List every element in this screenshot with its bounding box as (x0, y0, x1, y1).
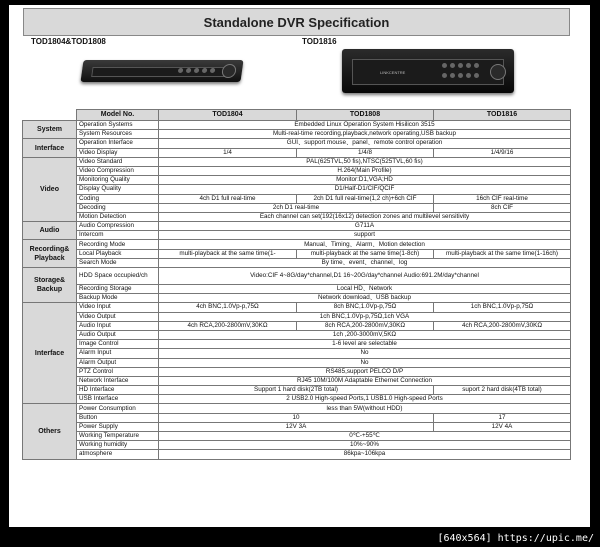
table-row (23, 376, 571, 385)
spec-value-cell: 8ch RCA,200-2800mV,30KΩ (297, 321, 434, 330)
category-cell: System (23, 121, 77, 139)
panel-button-icon (450, 63, 455, 68)
watermark: [640x564] https://upic.me/ (437, 533, 594, 544)
spec-value-cell: 1ch BNC,1.0Vp-p,75Ω,1ch VGA (159, 312, 571, 321)
category-cell: Interface (23, 303, 77, 404)
panel-button-icon (458, 63, 463, 68)
table-row (23, 249, 571, 258)
spec-value-cell: Support 1 hard disk(2TB total) (159, 386, 434, 395)
table-row (23, 258, 571, 267)
table-row (23, 441, 571, 450)
jog-dial-icon (490, 64, 506, 80)
table-row (23, 148, 571, 157)
spec-value-cell: 86kpa~106kpa (159, 450, 571, 459)
spec-value-cell: 2ch D1 full real-time(1,2 ch)+6ch CIF (297, 194, 434, 203)
spec-value-cell: 1ch ,200-3000mV,5KΩ (159, 330, 571, 339)
spec-item-cell: Button (77, 413, 159, 422)
spec-value-cell: No (159, 358, 571, 367)
spec-item-cell: System Resources (77, 130, 159, 139)
table-row (23, 157, 571, 166)
spec-value-cell: suport 2 hard disk(4TB total) (434, 386, 571, 395)
spec-item-cell: Alarm Output (77, 358, 159, 367)
table-row (23, 176, 571, 185)
spec-item-cell: Power Supply (77, 422, 159, 431)
spec-item-cell: Network Interface (77, 376, 159, 385)
spec-item-cell: Operation Interface (77, 139, 159, 148)
header-tod1816: TOD1816 (434, 110, 571, 121)
spec-item-cell: Monitoring Quality (77, 176, 159, 185)
spec-value-cell: 12V 3A (159, 422, 434, 431)
spec-table (22, 109, 571, 460)
spec-value-cell: G711A (159, 222, 571, 231)
spec-item-cell: Backup Mode (77, 294, 159, 303)
spec-value-cell: 16ch CIF real-time (434, 194, 571, 203)
spec-item-cell: Audio Compression (77, 222, 159, 231)
table-row (23, 450, 571, 459)
spec-item-cell: Local Playback (77, 249, 159, 258)
header-corner (23, 110, 77, 121)
table-row (23, 285, 571, 294)
dvr-device-image-small (80, 60, 243, 82)
spec-item-cell: Alarm Input (77, 349, 159, 358)
table-row (23, 358, 571, 367)
table-row (23, 312, 571, 321)
table-row (23, 212, 571, 221)
table-row (23, 404, 571, 413)
table-row (23, 121, 571, 130)
spec-value-cell: multi-playback at the same time(1-8ch) (297, 249, 434, 258)
spec-item-cell: Decoding (77, 203, 159, 212)
table-row (23, 386, 571, 395)
spec-table-body (23, 121, 571, 460)
table-row (23, 349, 571, 358)
spec-item-cell: Display Quality (77, 185, 159, 194)
spec-value-cell: Multi-real-time recording,playback,network operating,USB backup (159, 130, 571, 139)
table-row (23, 194, 571, 203)
spec-value-cell: Manual、Timing、Alarm、Motion detection (159, 240, 571, 249)
spec-value-cell: 1-6 level are selectable (159, 340, 571, 349)
table-row (23, 432, 571, 441)
table-row (23, 139, 571, 148)
spec-value-cell: 4ch D1 full real-time (159, 194, 297, 203)
table-row (23, 303, 571, 312)
spec-value-cell: 10 (159, 413, 434, 422)
header-tod1808: TOD1808 (297, 110, 434, 121)
spec-value-cell: 1/4/9/16 (434, 148, 571, 157)
left-product-label: TOD1804&TOD1808 (31, 37, 106, 46)
spec-item-cell: Recording Mode (77, 240, 159, 249)
spec-item-cell: Video Compression (77, 166, 159, 175)
spec-value-cell: 2ch D1 real-time (159, 203, 434, 212)
spec-item-cell: Recording Storage (77, 285, 159, 294)
table-row (23, 130, 571, 139)
spec-value-cell: multi-playback at the same time(1- (159, 249, 297, 258)
table-row (23, 166, 571, 175)
category-cell: Video (23, 157, 77, 221)
table-header-row (23, 110, 571, 121)
spec-value-cell: GUI、support mouse、panel、remote control operation (159, 139, 571, 148)
table-row (23, 240, 571, 249)
spec-value-cell: By time、event、channel、log (159, 258, 571, 267)
spec-value-cell: 4ch RCA,200-2800mV,30KΩ (434, 321, 571, 330)
spec-item-cell: Working Temperature (77, 432, 159, 441)
spec-item-cell: Image Control (77, 340, 159, 349)
panel-button-icon (466, 63, 471, 68)
table-row (23, 340, 571, 349)
panel-button-icon (450, 73, 455, 78)
table-row (23, 422, 571, 431)
spec-item-cell: USB Interface (77, 395, 159, 404)
spec-value-cell: RS485,support PELCO D/P (159, 367, 571, 376)
spec-item-cell: Audio Output (77, 330, 159, 339)
spec-item-cell: Video Standard (77, 157, 159, 166)
spec-item-cell: Video Input (77, 303, 159, 312)
device-logo: LINKCENTRE (380, 70, 406, 75)
header-tod1804: TOD1804 (159, 110, 297, 121)
spec-value-cell: Video:CIF 4~8G/day*channel,D1 16~20G/day*channel Audio:691.2M/day*channel (159, 268, 571, 285)
spec-value-cell: H.264(Main Profile) (159, 166, 571, 175)
spec-value-cell: Each channel can set(192(16x12) detection zones and multilevel sensitivity (159, 212, 571, 221)
spec-value-cell: 4ch BNC,1.0Vp-p,75Ω (159, 303, 297, 312)
spec-item-cell: Working humidity (77, 441, 159, 450)
spec-value-cell: D1/Half-D1/CIF/QCIF (159, 185, 571, 194)
panel-button-icon (442, 73, 447, 78)
spec-value-cell: 0℃-+55℃ (159, 432, 571, 441)
table-row (23, 413, 571, 422)
spec-item-cell: PTZ Control (77, 367, 159, 376)
spec-value-cell: 8ch BNC,1.0Vp-p,75Ω (297, 303, 434, 312)
spec-value-cell: Network download、USB backup (159, 294, 571, 303)
spec-value-cell: support (159, 231, 571, 240)
spec-item-cell: Motion Detection (77, 212, 159, 221)
spec-value-cell: Embedded Linux Operation System Hisilicon 3515 (159, 121, 571, 130)
spec-item-cell: Power Consumption (77, 404, 159, 413)
spec-value-cell: 17 (434, 413, 571, 422)
table-row (23, 321, 571, 330)
panel-button-icon (442, 63, 447, 68)
table-row (23, 330, 571, 339)
spec-value-cell: 10%~90% (159, 441, 571, 450)
document-title: Standalone DVR Specification (23, 8, 570, 36)
spec-item-cell: Video Display (77, 148, 159, 157)
device-front-panel (352, 59, 503, 85)
table-row (23, 203, 571, 212)
spec-value-cell: 12V 4A (434, 422, 571, 431)
spec-item-cell: Intercom (77, 231, 159, 240)
spec-value-cell: No (159, 349, 571, 358)
header-model-no: Model No. (77, 110, 159, 121)
category-cell: Audio (23, 222, 77, 240)
table-row (23, 367, 571, 376)
jog-dial-icon (221, 64, 237, 78)
spec-item-cell: atmosphere (77, 450, 159, 459)
spec-item-cell: HD Interface (77, 386, 159, 395)
spec-value-cell: 8ch CIF (434, 203, 571, 212)
spec-item-cell: Video Output (77, 312, 159, 321)
spec-item-cell: Search Mode (77, 258, 159, 267)
spec-value-cell: 4ch RCA,200-2800mV,30KΩ (159, 321, 297, 330)
dvr-device-image-large (342, 49, 514, 93)
spec-value-cell: 1/4 (159, 148, 297, 157)
spec-value-cell: Local HD、Network (159, 285, 571, 294)
panel-button-icon (466, 73, 471, 78)
spec-value-cell: 1ch BNC,1.0Vp-p,75Ω (434, 303, 571, 312)
spec-value-cell: Monitor:D1,VGA;HD (159, 176, 571, 185)
spec-value-cell: multi-playback at the same time(1-16ch) (434, 249, 571, 258)
panel-button-icon (474, 63, 479, 68)
spec-value-cell: 2 USB2.0 High-speed Ports,1 USB1.0 High-speed Ports (159, 395, 571, 404)
panel-button-icon (474, 73, 479, 78)
table-row (23, 294, 571, 303)
table-row (23, 231, 571, 240)
spec-value-cell: less than 5W(without HDD) (159, 404, 571, 413)
table-row (23, 185, 571, 194)
spec-value-cell: RJ45 10M/100M Adaptable Ethernet Connection (159, 376, 571, 385)
spec-value-cell: 1/4/8 (297, 148, 434, 157)
spec-item-cell: HDD Space occupied/ch (77, 268, 159, 285)
table-row (23, 222, 571, 231)
table-row (23, 268, 571, 285)
panel-button-icon (458, 73, 463, 78)
category-cell: Others (23, 404, 77, 459)
spec-value-cell: PAL(625TVL,50 fis),NTSC(525TVL,60 fis) (159, 157, 571, 166)
table-row (23, 395, 571, 404)
spec-item-cell: Audio Input (77, 321, 159, 330)
spec-item-cell: Coding (77, 194, 159, 203)
spec-sheet (9, 5, 590, 527)
spec-item-cell: Operation Systems (77, 121, 159, 130)
right-product-label: TOD1816 (302, 37, 337, 46)
category-cell: Recording& Playback (23, 240, 77, 268)
category-cell: Interface (23, 139, 77, 157)
category-cell: Storage& Backup (23, 268, 77, 303)
